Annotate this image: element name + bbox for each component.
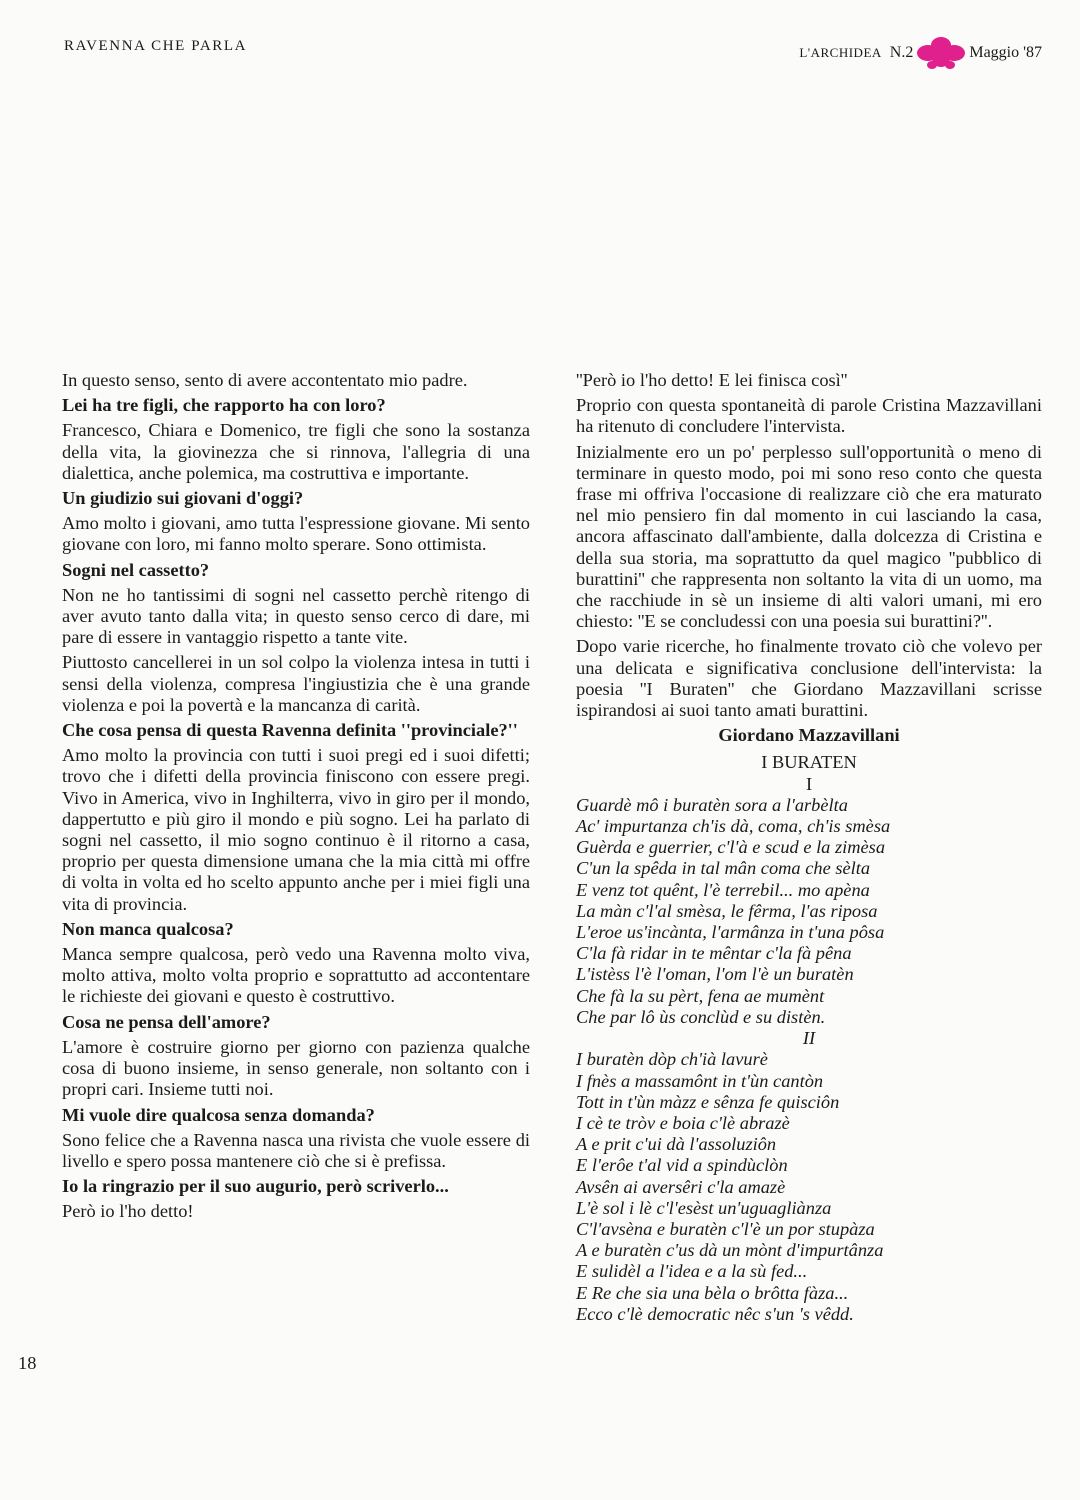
issue-date: Maggio '87	[969, 44, 1042, 61]
interview-answer: Sono felice che a Ravenna nasca una rivista che vuole essere di livello e spero possa mantenere ciò che si è prefissa.	[62, 1129, 530, 1171]
stanza-number: I	[805, 773, 813, 794]
page-number: 18	[18, 1353, 37, 1373]
poem-line: I cè te tròv e boia c'lè abrazè	[576, 1112, 790, 1133]
poem-line: Ecco c'lè democratic nêc s'un 's vêdd.	[576, 1303, 854, 1324]
poem-line: C'l'avsèna e buratèn c'l'è un por stupàza	[576, 1218, 875, 1239]
closing-paragraphs	[576, 370, 1042, 721]
poem-line: Guèrda e guerrier, c'l'à e scud e la zimèsa	[576, 837, 886, 858]
poem-line: E sulidèl a l'idea e a la sù fed...	[576, 1261, 808, 1282]
interview-question: Non manca qualcosa?	[62, 918, 234, 939]
closing-paragraph: Dopo varie ricerche, ho finalmente trovato ciò che volevo per una delicata e significativa conclusione dell'intervista: la poesia ''I Buraten'' che Giordano Mazzavillani scrisse ispirandosi ai suoi tanto amati burattini.	[576, 636, 1042, 721]
poem-line: I fnès a massamônt in t'ùn cantòn	[576, 1070, 824, 1091]
magazine-masthead	[799, 36, 1042, 70]
interview-question: Cosa ne pensa dell'amore?	[62, 1011, 271, 1032]
poem-line: I buratèn dòp ch'ià lavurè	[576, 1049, 768, 1070]
magazine-name: L'ARCHIDEA	[799, 45, 882, 60]
poem-line: L'è sol i lè c'l'esèst un'uguagliànza	[576, 1197, 832, 1218]
section-title: RAVENNA CHE PARLA	[64, 38, 248, 54]
poem-line: E l'erôe t'al vid a spindùclòn	[576, 1155, 788, 1176]
orchid-logo-icon	[915, 36, 967, 70]
interview-answer: Però io l'ho detto!	[62, 1201, 194, 1222]
issue-number: N.2	[889, 44, 914, 61]
interview-answer: Amo molto la provincia con tutti i suoi pregi ed i suoi difetti; trovo che i difetti della provincia finiscono con essere pregi. Vivo in America, vivo in Inghilterra, vivo in giro per il mondo, dappertutto e più giro il mondo e più sogno. Lei ha parlato di sogni nel cassetto, il mio sogno continuo è il ritorno a casa, proprio per questa dimensione umana che la mia città mi offre di volta in volta ed ho scelto appunto anche per i miei figli una vita di provincia.	[62, 745, 530, 914]
poem-line: Avsên ai aversêri c'la amazè	[576, 1176, 786, 1197]
poem-body	[576, 774, 1042, 1325]
interview-answer: Amo molto i giovani, amo tutta l'espressione giovane. Mi sento giovane con loro, mi fanno molto sperare. Sono ottimista.	[62, 513, 530, 555]
poem-line: A e buratèn c'us dà un mònt d'impurtânza	[576, 1240, 884, 1261]
poem-line: C'la fà ridar in te mêntar c'la fà pêna	[576, 943, 852, 964]
poem-line: C'un la spêda in tal mân coma che sèlta	[576, 858, 871, 879]
poem-line: E Re che sia una bèla o brôtta fàza...	[576, 1282, 849, 1303]
poem-line: Tott in t'ùn màzz e sênza fe quisciôn	[576, 1091, 840, 1112]
poem-line: Ac' impurtanza ch'is dà, coma, ch'is smèsa	[576, 816, 891, 837]
poem-line: A e prit c'ui dà l'assoluziôn	[576, 1134, 777, 1155]
interview-question: Un giudizio sui giovani d'oggi?	[62, 488, 304, 509]
poem-line: E venz tot quênt, l'è terrebil... mo apèna	[576, 879, 870, 900]
interview-question: Lei ha tre figli, che rapporto ha con loro?	[62, 395, 386, 416]
poem-line: La màn c'l'al smèsa, le fêrma, l'as riposa	[576, 900, 878, 921]
interview-answer: In questo senso, sento di avere accontentato mio padre.	[62, 370, 468, 390]
interview-question: Sogni nel cassetto?	[62, 559, 210, 580]
poem-line: Guardè mô i buratèn sora a l'arbèlta	[576, 794, 848, 815]
interview-answer: Manca sempre qualcosa, però vedo una Ravenna molto viva, molto attiva, molto volta proprio e soprattutto ad accontentare le richieste dei giovani e questo è costruttivo.	[62, 944, 530, 1007]
poem-line: Che fà la su pèrt, fena ae mumènt	[576, 985, 825, 1006]
interview-answer: L'amore è costruire giorno per giorno con pazienza qualche cosa di buono insieme, in senso generale, non soltanto con i propri cari. Insieme tutti noi.	[62, 1036, 530, 1100]
interview-column-left	[62, 370, 530, 1227]
interview-answer: Francesco, Chiara e Domenico, tre figli che sono la sostanza della vita, la giovinezza che si rinnova, l'allegria di una dialettica, anche polemica, ma costruttiva e importante.	[62, 420, 530, 483]
closing-paragraph: ''Però io l'ho detto! E lei finisca così''	[576, 370, 848, 390]
poem-line: L'eroe us'incànta, l'armânza in t'una pôsa	[576, 922, 885, 943]
interview-answer: Piuttosto cancellerei in un sol colpo la violenza intesa in tutti i sensi della violenza, compresa l'ingiustizia che è una grande violenza e poi la povertà e la mancanza di carità.	[62, 652, 530, 715]
closing-paragraph: Proprio con questa spontaneità di parole Cristina Mazzavillani ha ritenuto di concludere l'intervista.	[576, 395, 1042, 437]
interview-question: Mi vuole dire qualcosa senza domanda?	[62, 1104, 375, 1125]
interview-column-right	[576, 370, 1042, 1325]
poem-line: L'istèss l'è l'oman, l'om l'è un buratèn	[576, 964, 854, 985]
interview-question: Io la ringrazio per il suo augurio, però scriverlo...	[62, 1176, 449, 1197]
interview-question: Che cosa pensa di questa Ravenna definita ''provinciale?''	[62, 720, 518, 741]
closing-paragraph: Inizialmente ero un po' perplesso sull'opportunità o meno di terminare in questo modo, poi mi sono reso conto che questa frase mi offriva l'occasione di realizzare ciò che era maturato nel mio pensiero fin dal momento in cui lasciando la casa, ancora affascinato dall'ambiente, dalla dolcezza di Cristina e della sua storia, ma soprattutto da quel magico ''pubblico di burattini'' che rappresenta non soltanto la vita di un uomo, ma che racchiude in sè un insieme di alti valori umani, mi ero chiesto: ''E se concludessi con una poesia sui burattini?''.	[576, 441, 1042, 632]
poem-line: Che par lô ùs conclùd e su distèn.	[576, 1006, 826, 1027]
poem-title: I BURATEN	[761, 752, 857, 773]
stanza-number: II	[802, 1028, 816, 1049]
poem-author: Giordano Mazzavillani	[718, 725, 900, 746]
interview-answer: Non ne ho tantissimi di sogni nel cassetto perchè ritengo di aver avuto tanto dalla vita; in questo senso cerco di dare, mi pare di essere in vantaggio rispetto a tante vite.	[62, 584, 530, 648]
